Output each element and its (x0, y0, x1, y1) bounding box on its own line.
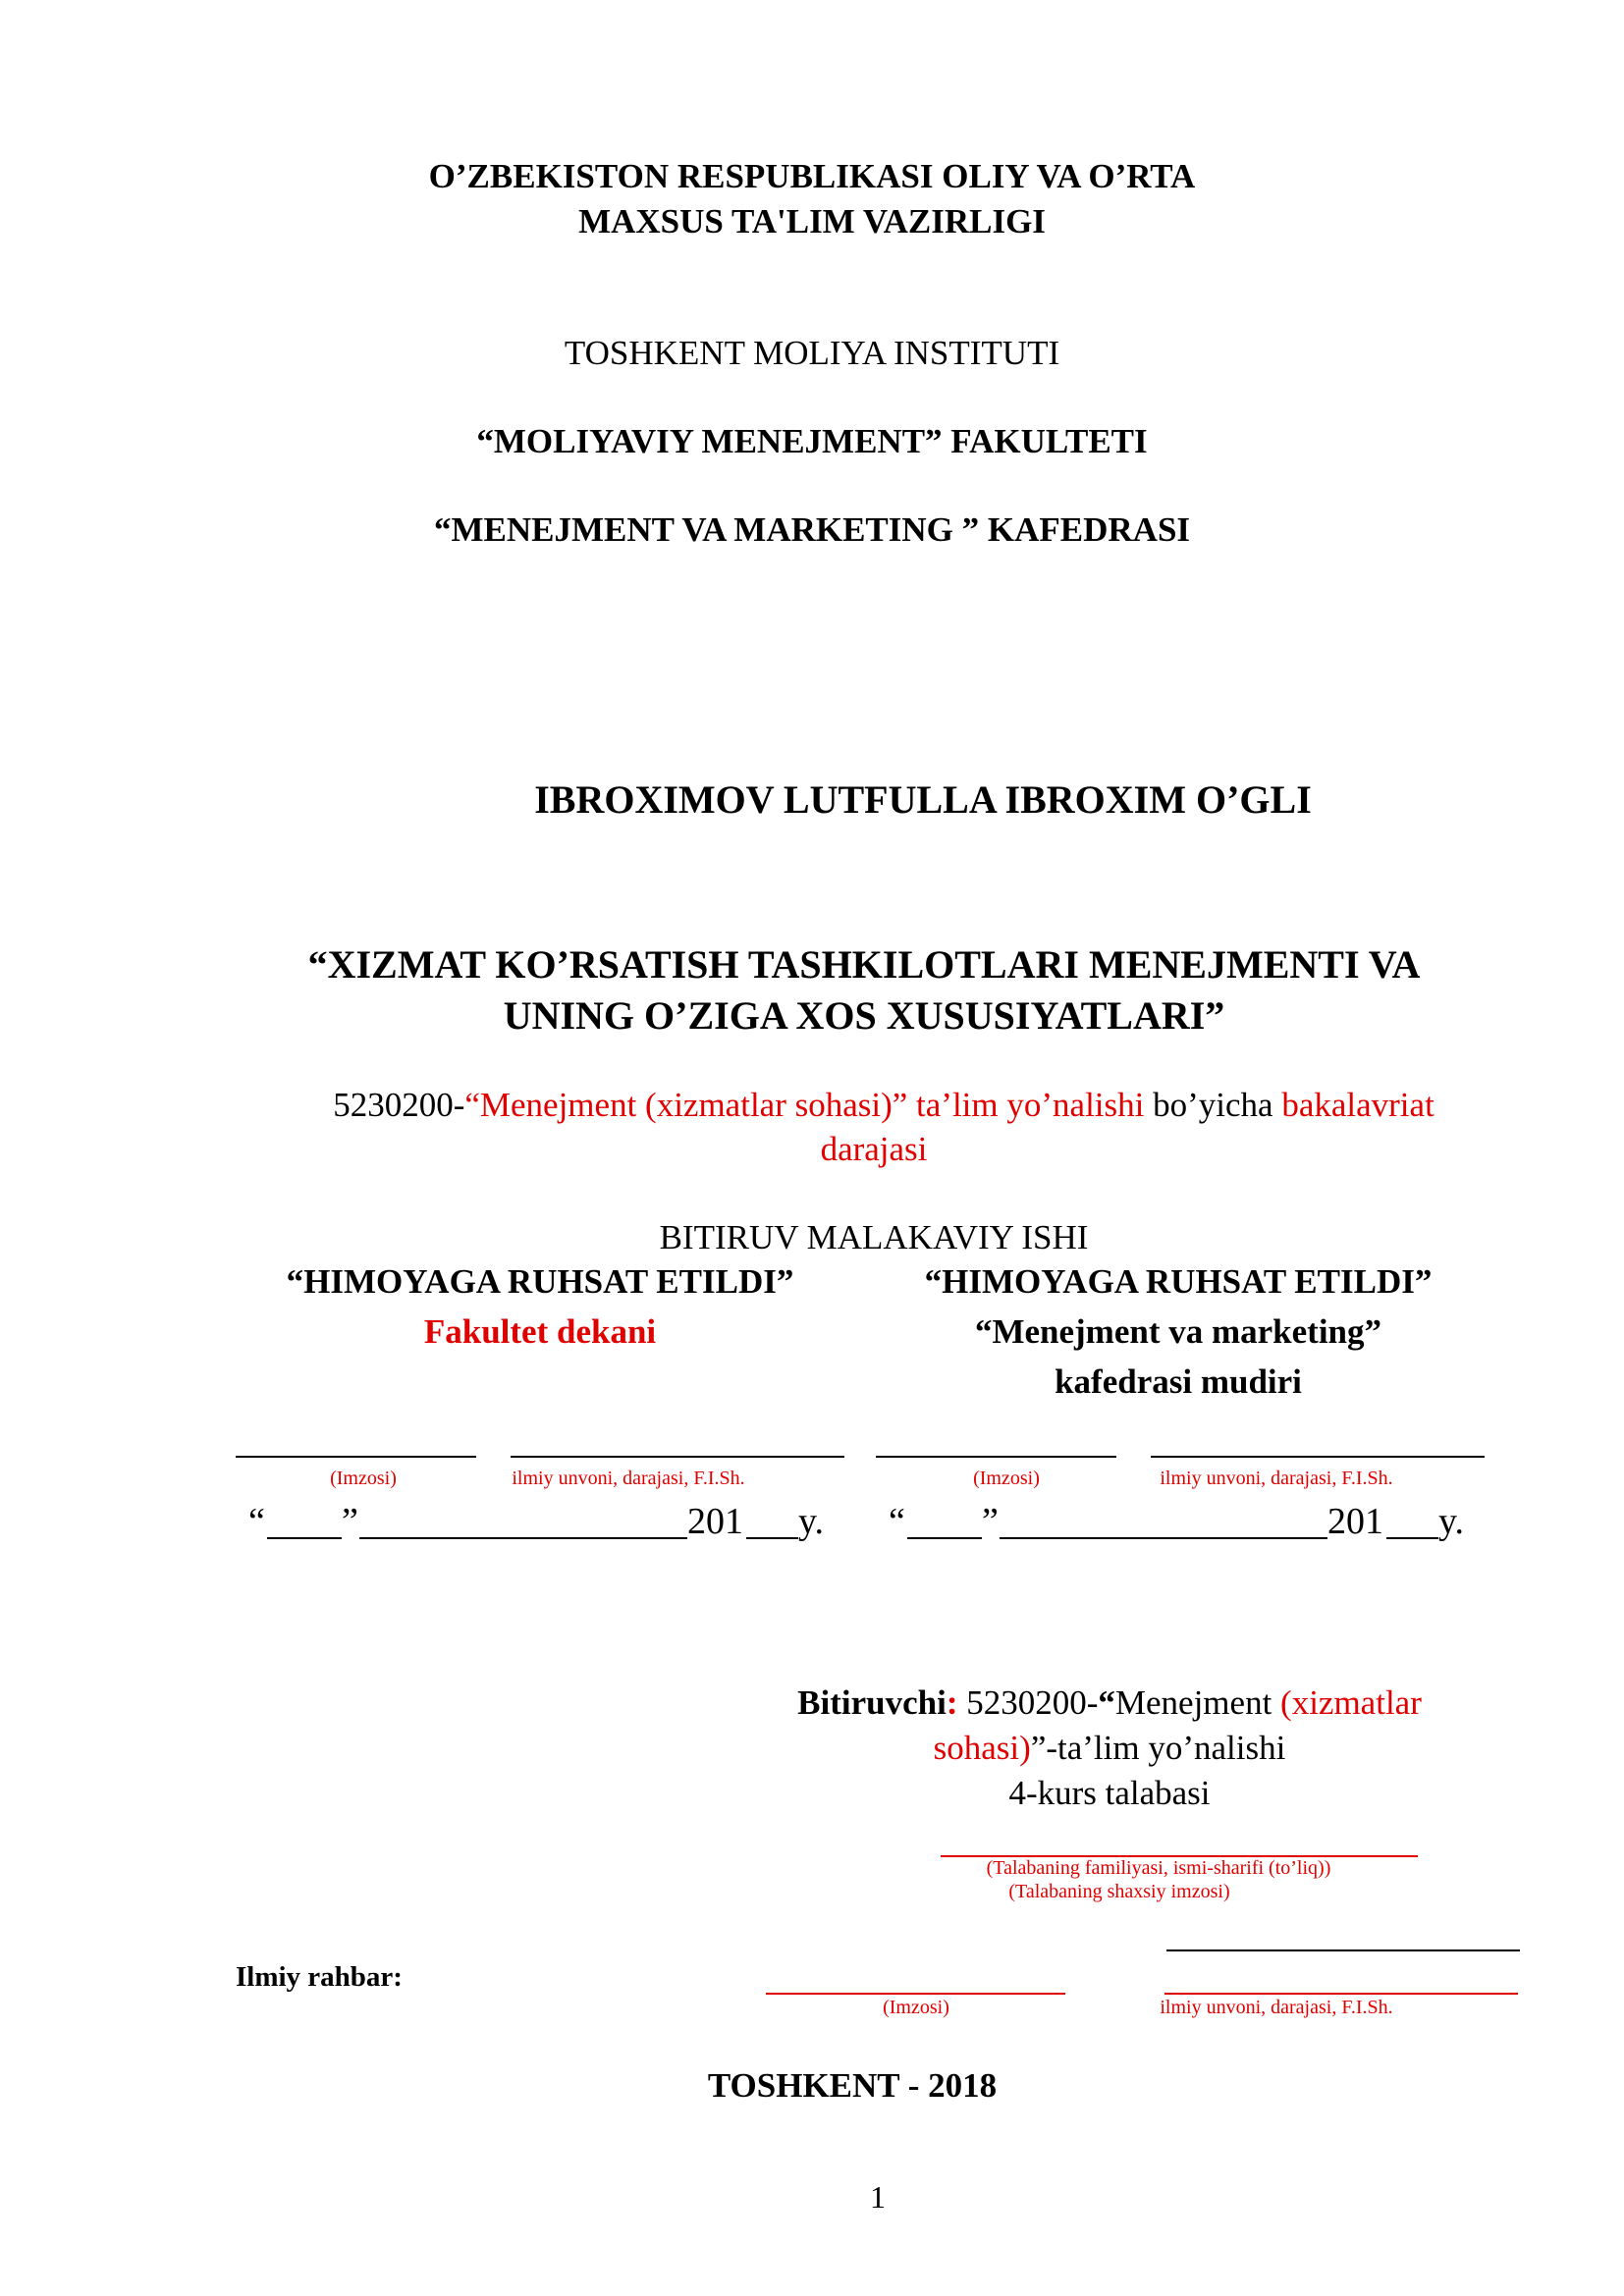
head-date-open-quote: “ (889, 1501, 905, 1542)
thesis-title-line-2: UNING O’ZIGA XOS XUSUSIYATLARI” (503, 993, 1225, 1038)
dean-role: Fakultet dekani (423, 1312, 657, 1351)
dean-year-line (746, 1537, 798, 1539)
head-year-line (1386, 1537, 1438, 1539)
head-month-line (1000, 1537, 1327, 1539)
head-name-line (1151, 1456, 1485, 1458)
head-day-line (907, 1537, 982, 1539)
student-name-caption: (Talabaning familiyasi, ismi-sharifi (to’liq)) (986, 1857, 1331, 1879)
graduate-direction-red-2: sohasi) (933, 1729, 1031, 1767)
ministry-line-1: O’ZBEKISTON RESPUBLIKASI OLIY VA O’RTA (428, 157, 1196, 195)
author-name: IBROXIMOV LUTFULLA IBROXIM O’GLI (534, 777, 1312, 822)
thesis-title-line-1: “XIZMAT KO’RSATISH TASHKILOTLARI MENEJMENTI VA (307, 942, 1421, 987)
ministry-line-2: MAXSUS TA'LIM VAZIRLIGI (578, 202, 1046, 240)
graduate-line-1 (736, 1681, 1483, 1726)
direction-line-2: darajasi (820, 1130, 928, 1168)
graduate-label: Bitiruvchi (797, 1683, 947, 1722)
institute-name: TOSHKENT MOLIYA INSTITUTI (564, 334, 1060, 372)
head-signature-caption: (Imzosi) (973, 1468, 1040, 1489)
city-year: TOSHKENT - 2018 (707, 2066, 998, 2105)
graduate-colon: : (946, 1683, 958, 1722)
work-type: BITIRUV MALAKAVIY ISHI (659, 1218, 1089, 1256)
graduate-direction-part-1: Menejment (1114, 1683, 1281, 1722)
dean-year-suffix: y. (798, 1501, 825, 1542)
page-number: 1 (870, 2179, 886, 2215)
head-year-prefix: 201 (1327, 1501, 1383, 1542)
dean-day-line (267, 1537, 342, 1539)
supervisor-label: Ilmiy rahbar: (236, 1961, 403, 1993)
student-signature-caption: (Talabaning shaxsiy imzosi) (1008, 1881, 1230, 1902)
degree-word: bakalavriat (1281, 1086, 1435, 1124)
supervisor-name-caption: ilmiy unvoni, darajasi, F.I.Sh. (1160, 1997, 1393, 2018)
dean-date-open-quote: “ (248, 1501, 265, 1542)
supervisor-signature-caption: (Imzosi) (883, 1997, 949, 2018)
head-role-line-2: kafedrasi mudiri (1055, 1362, 1302, 1401)
dean-signature-line (236, 1456, 476, 1458)
head-date-close-quote: ” (982, 1501, 999, 1542)
dean-date-close-quote: ” (342, 1501, 358, 1542)
graduate-code: 5230200- (957, 1683, 1099, 1722)
head-role-line-1: “Menejment va marketing” (974, 1312, 1382, 1351)
supervisor-name-line (1164, 1993, 1518, 1995)
direction-name: “Menejment (xizmatlar sohasi)” ta’lim yo’nalishi (464, 1086, 1145, 1124)
graduate-line-2 (736, 1726, 1483, 1771)
direction-line-1 (157, 1083, 1610, 1128)
supervisor-signature-line (766, 1993, 1065, 1995)
dean-name-line (511, 1456, 844, 1458)
graduate-course: 4-kurs talabasi (1008, 1774, 1211, 1812)
dean-signature-caption: (Imzosi) (330, 1468, 397, 1489)
graduate-direction-part-2: ”-ta’lim yo’nalishi (1030, 1729, 1286, 1767)
head-name-caption: ilmiy unvoni, darajasi, F.I.Sh. (1160, 1468, 1393, 1489)
head-signature-line (876, 1456, 1116, 1458)
department-name: “MENEJMENT VA MARKETING ” KAFEDRASI (433, 510, 1191, 549)
head-year-suffix: y. (1438, 1501, 1465, 1542)
direction-code: 5230200- (333, 1086, 465, 1124)
graduate-quote-open: “ (1098, 1683, 1115, 1722)
faculty-name: “MOLIYAVIY MENEJMENT” FAKULTETI (476, 422, 1148, 460)
graduate-direction-red-1: (xizmatlar (1280, 1683, 1422, 1722)
dean-name-caption: ilmiy unvoni, darajasi, F.I.Sh. (512, 1468, 745, 1489)
dean-month-line (359, 1537, 687, 1539)
approval-left-heading: “HIMOYAGA RUHSAT ETILDI” (286, 1262, 794, 1301)
supervisor-extra-line (1166, 1949, 1520, 1951)
approval-right-heading: “HIMOYAGA RUHSAT ETILDI” (924, 1262, 1433, 1301)
dean-year-prefix: 201 (687, 1501, 743, 1542)
direction-by: bo’yicha (1144, 1086, 1282, 1124)
